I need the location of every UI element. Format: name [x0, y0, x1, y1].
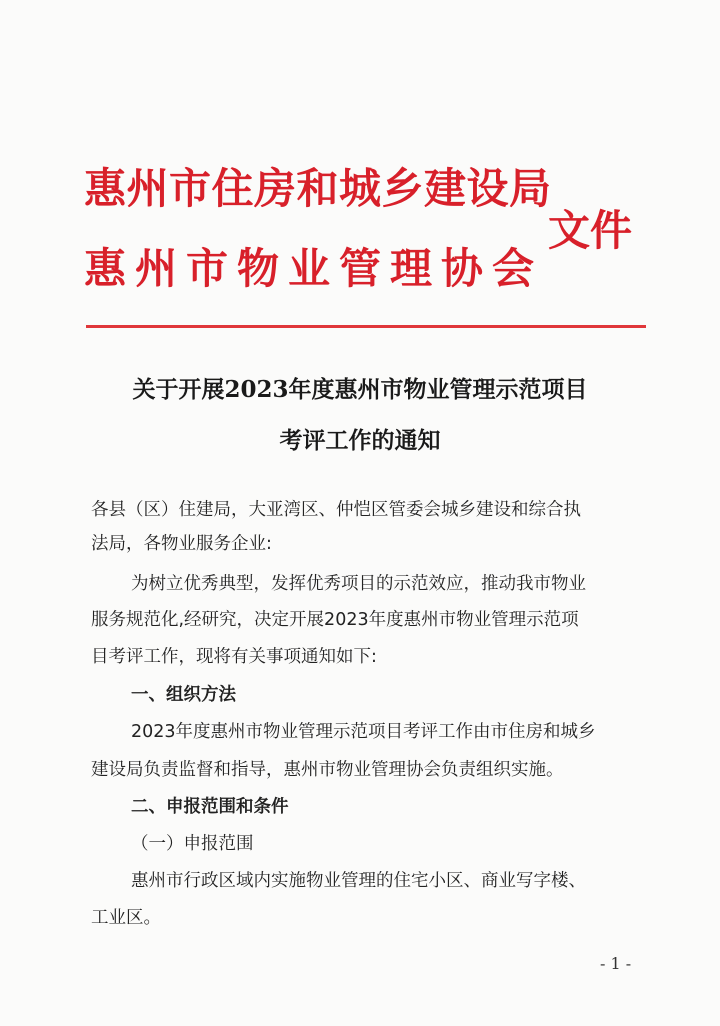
section-2-heading: 二、申报范围和条件: [131, 797, 289, 817]
subsection-1-text-line-1: 惠州市行政区域内实施物业管理的住宅小区、商业写字楼、: [131, 871, 586, 891]
subsection-1-heading: （一）申报范围: [131, 834, 254, 854]
document-suffix: 文件: [548, 206, 633, 255]
intro-line-1: 为树立优秀典型，发挥优秀项目的示范效应，推动我市物业: [131, 574, 586, 594]
issuer-housing-bureau: 惠州市住房和城乡建设局: [84, 164, 552, 213]
red-separator-line: [86, 325, 646, 328]
salutation-line-2: 法局，各物业服务企业:: [91, 534, 272, 554]
issuer-property-association: 惠州市物业管理协会: [84, 244, 544, 293]
document-title-line-2: 考评工作的通知: [279, 427, 441, 454]
section-1-heading: 一、组织方法: [131, 685, 236, 705]
intro-line-2: 服务规范化,经研究，决定开展2023年度惠州市物业管理示范项: [91, 610, 579, 630]
page-number: - 1 -: [600, 954, 632, 973]
document-title-line-1: 关于开展2023年度惠州市物业管理示范项目: [132, 376, 588, 403]
section-1-text-line-2: 建设局负责监督和指导，惠州市物业管理协会负责组织实施。: [91, 760, 564, 780]
intro-line-3: 目考评工作，现将有关事项通知如下:: [91, 647, 377, 667]
subsection-1-text-line-2: 工业区。: [91, 908, 161, 928]
section-1-text-line-1: 2023年度惠州市物业管理示范项目考评工作由市住房和城乡: [131, 722, 596, 742]
salutation-line-1: 各县（区）住建局，大亚湾区、仲恺区管委会城乡建设和综合执: [91, 500, 581, 520]
